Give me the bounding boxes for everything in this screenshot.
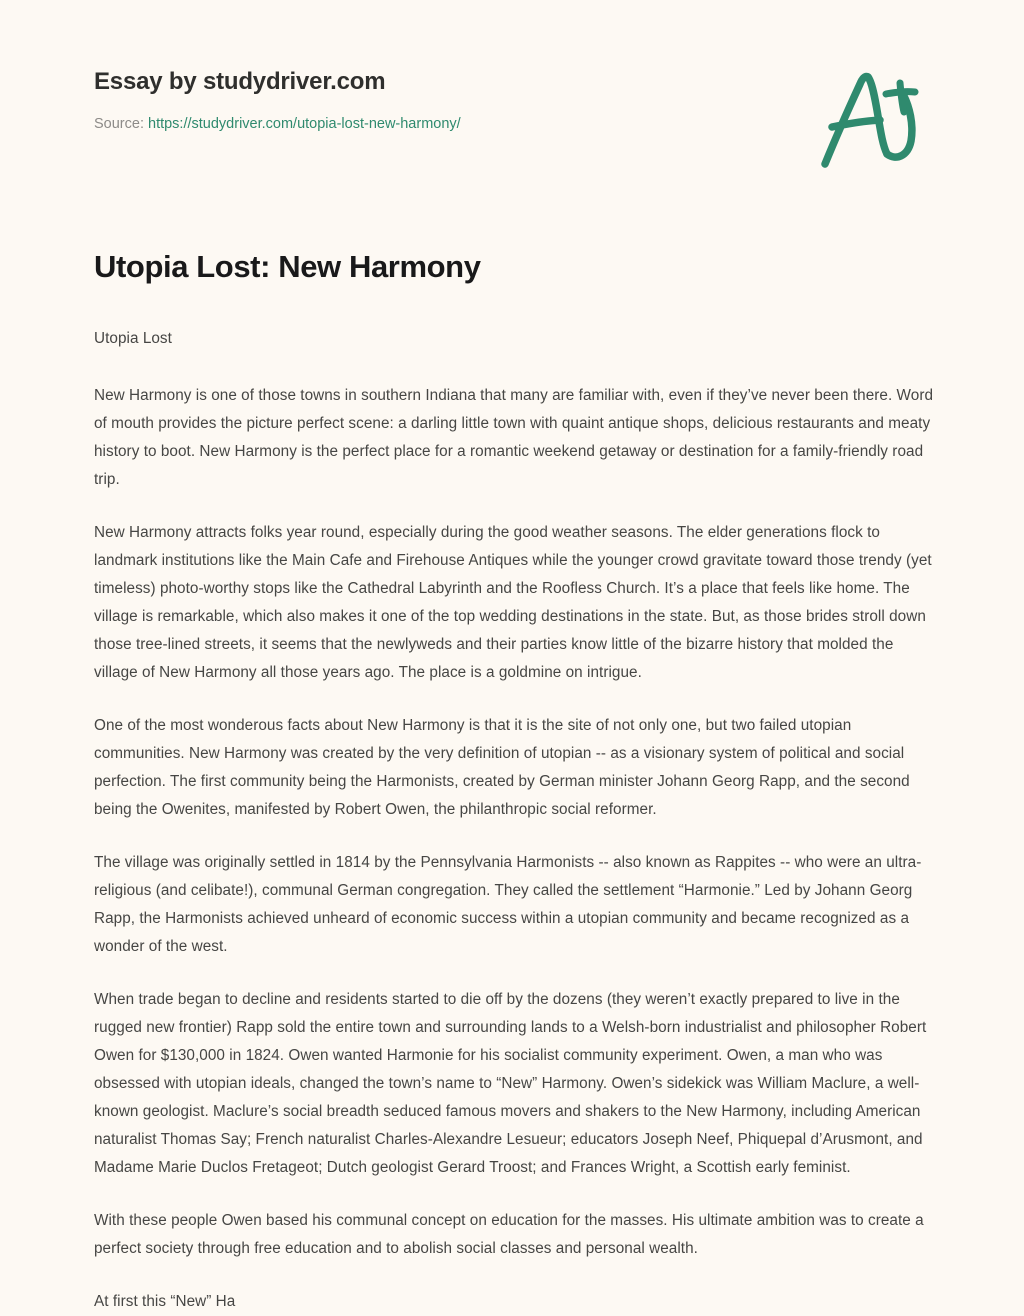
paragraph: With these people Owen based his communal concept on education for the masses. His ultimate ambition was to create a perfect society through free education and to abolish social classes and personal wealth. <box>94 1211 924 1257</box>
source-url-link[interactable]: https://studydriver.com/utopia-lost-new-harmony/ <box>148 115 461 132</box>
source-line <box>94 115 734 134</box>
page-title: Utopia Lost: New Harmony <box>94 249 481 284</box>
paragraph: When trade began to decline and residents started to die off by the dozens (they weren’t exactly prepared to live in the rugged new frontier) Rapp sold the entire town and surrounding lands to a Welsh-born industrialist and philosopher Robert Owen for $130,000 in 1824. Owen wanted Harmonie for his socialist community experiment. Owen, a man who was obsessed with utopian ideals, changed the town’s name to “New” Harmony. Owen’s sidekick was William Maclure, a well-known geologist. Maclure’s social breadth seduced famous movers and shakers to the New Harmony, including American naturalist Thomas Say; French naturalist Charles-Alexandre Lesueur; educators Joseph Neef, Phiquepal d’Arusmont, and Madame Marie Duclos Fretageot; Dutch geologist Gerard Troost; and Frances Wright, a Scottish early feminist. <box>94 990 927 1176</box>
paragraph: One of the most wonderous facts about New Harmony is that it is the site of not only one, but two failed utopian communities. New Harmony was created by the very definition of utopian -- as a visionary system of political and social perfection. The first community being the Harmonists, created by German minister Johann Georg Rapp, and the second being the Owenites, manifested by Robert Owen, the philanthropic social reformer. <box>94 716 910 818</box>
attribution-block <box>94 68 734 134</box>
article-content <box>94 248 936 1316</box>
studydriver-logo[interactable] <box>812 66 924 170</box>
paragraph: New Harmony attracts folks year round, especially during the good weather seasons. The elder generations flock to landmark institutions like the Main Cafe and Firehouse Antiques while the younger crowd gravitate toward those trendy (yet timeless) photo-worthy stops like the Cathedral Labyrinth and the Roofless Church. It’s a place that feels like home. The village is remarkable, which also makes it one of the top wedding destinations in the state. But, as those brides stroll down those tree-lined streets, it seems that the newlyweds and their parties know little of the bizarre history that molded the village of New Harmony all those years ago. The place is a goldmine on intrigue. <box>94 523 932 681</box>
paragraph: The village was originally settled in 1814 by the Pennsylvania Harmonists -- also known as Rappites -- who were an ultra-religious (and celibate!), communal German congregation. They called the settlement “Harmonie.” Led by Johann Georg Rapp, the Harmonists achieved unheard of economic success within a utopian community and became recognized as a wonder of the west. <box>94 853 922 955</box>
paragraph-truncated: At first this “New” Ha <box>94 1292 236 1310</box>
source-label: Source: <box>94 115 148 132</box>
essay-byline: Essay by studydriver.com <box>94 68 386 95</box>
paragraph: New Harmony is one of those towns in southern Indiana that many are familiar with, even if they’ve never been there. Word of mouth provides the picture perfect scene: a darling little town with quaint antique shops, delicious restaurants and meaty history to boot. New Harmony is the perfect place for a romantic weekend getaway or destination for a family-friendly road trip. <box>94 386 934 488</box>
a-plus-logo-icon <box>812 66 924 170</box>
article-body <box>94 325 936 1316</box>
article-lead: Utopia Lost <box>94 329 172 347</box>
document-header <box>0 0 1024 200</box>
